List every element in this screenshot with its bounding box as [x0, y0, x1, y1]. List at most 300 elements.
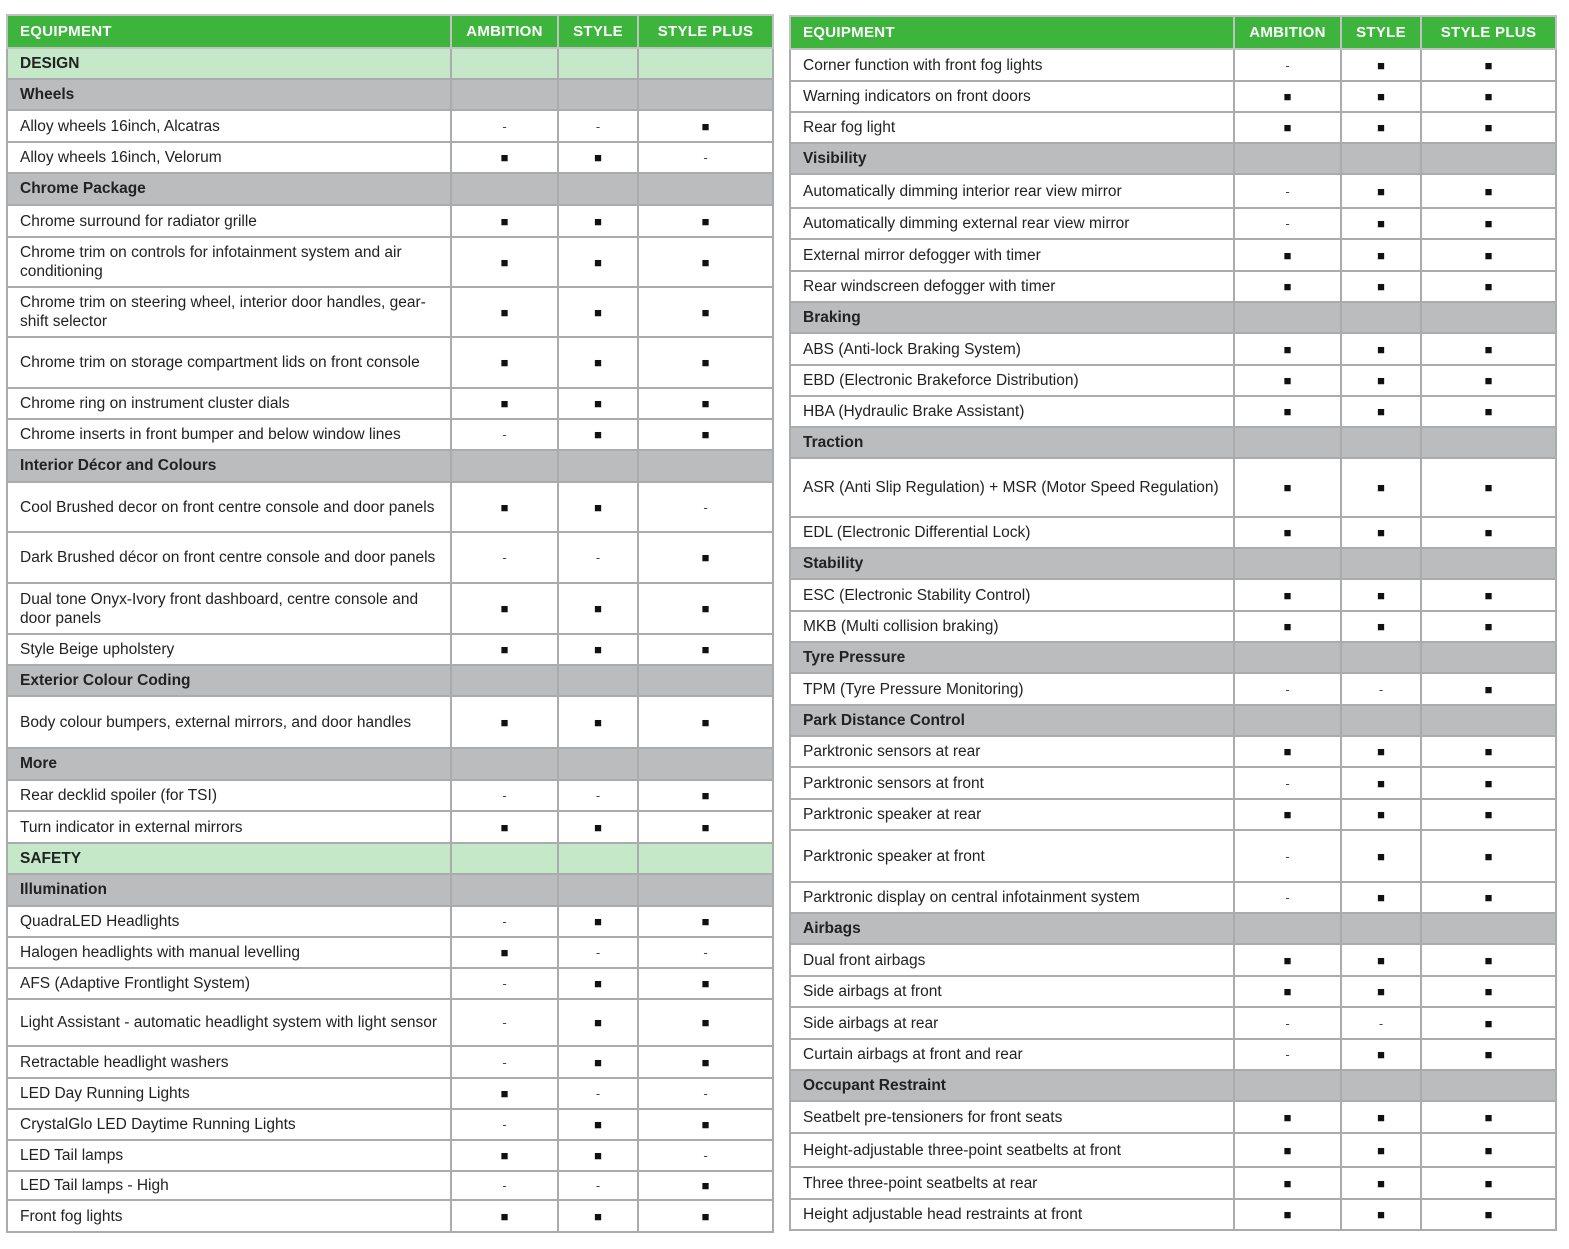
empty-cell [451, 874, 558, 906]
feature-label: Warning indicators on front doors [790, 81, 1234, 112]
feature-label: Automatically dimming external rear view mirror [790, 208, 1234, 239]
feature-label: QuadraLED Headlights [7, 906, 451, 937]
ambition-availability [1234, 1133, 1341, 1167]
ambition-column-header: AMBITION [451, 15, 558, 48]
standard-mark: ■ [1283, 525, 1292, 540]
not-available-mark: - [595, 788, 601, 803]
standard-mark: ■ [1377, 480, 1385, 495]
not-available-mark: - [502, 118, 507, 134]
standard-mark: ■ [1377, 587, 1385, 603]
feature-label: External mirror defogger with timer [790, 239, 1234, 271]
empty-cell [638, 665, 773, 696]
group-row [790, 427, 1556, 458]
empty-cell [1234, 548, 1341, 579]
style-plus-availability [1421, 1039, 1556, 1070]
empty-cell [1234, 143, 1341, 174]
group-title: Park Distance Control [790, 705, 1234, 736]
standard-mark: ■ [1484, 89, 1493, 104]
feature-row [790, 944, 1556, 976]
style-availability [1341, 1133, 1421, 1167]
ambition-availability [1234, 49, 1341, 81]
style-plus-availability [1421, 673, 1556, 705]
standard-mark: ■ [701, 254, 710, 270]
feature-label: Parktronic speaker at rear [790, 799, 1234, 830]
standard-mark: ■ [701, 118, 710, 134]
feature-label: Parktronic sensors at front [790, 767, 1234, 799]
ambition-availability [451, 1078, 558, 1109]
standard-mark: ■ [1484, 619, 1493, 634]
style-availability [1341, 976, 1421, 1007]
standard-mark: ■ [1484, 1175, 1493, 1191]
standard-mark: ■ [701, 642, 710, 657]
style-plus-availability [638, 968, 773, 999]
group-row [790, 913, 1556, 944]
standard-mark: ■ [500, 254, 509, 270]
feature-label: Curtain airbags at front and rear [790, 1039, 1234, 1070]
feature-label: Style Beige upholstery [7, 634, 451, 665]
style-plus-column-header: STYLE PLUS [638, 15, 773, 48]
feature-row [7, 388, 773, 419]
feature-row [7, 532, 773, 583]
style-plus-availability [638, 237, 773, 287]
feature-label: Dual front airbags [790, 944, 1234, 976]
standard-mark: ■ [500, 213, 509, 229]
style-availability [558, 1200, 638, 1232]
group-title: Stability [790, 548, 1234, 579]
not-available-mark: - [595, 1178, 601, 1193]
empty-cell [451, 665, 558, 696]
standard-mark: ■ [594, 150, 602, 165]
style-plus-availability [1421, 239, 1556, 271]
ambition-availability [451, 532, 558, 583]
style-availability [1341, 239, 1421, 271]
group-row [790, 1070, 1556, 1101]
feature-label: MKB (Multi collision braking) [790, 611, 1234, 642]
empty-cell [1341, 705, 1421, 736]
empty-cell [558, 48, 638, 79]
feature-label: Alloy wheels 16inch, Alcatras [7, 110, 451, 142]
standard-mark: ■ [1377, 525, 1385, 540]
not-available-mark: - [1285, 890, 1290, 905]
ambition-availability [1234, 1007, 1341, 1039]
ambition-availability [451, 968, 558, 999]
standard-mark: ■ [1484, 984, 1493, 999]
style-plus-availability [1421, 333, 1556, 365]
standard-mark: ■ [701, 1015, 710, 1030]
standard-mark: ■ [1283, 1109, 1292, 1125]
feature-row [790, 767, 1556, 799]
empty-cell [1421, 705, 1556, 736]
standard-mark: ■ [500, 304, 509, 320]
not-available-mark: - [1285, 848, 1290, 864]
standard-mark: ■ [1484, 341, 1493, 357]
style-availability [1341, 396, 1421, 427]
standard-mark: ■ [1283, 247, 1292, 263]
not-available-mark: - [703, 1148, 708, 1163]
feature-row [7, 999, 773, 1046]
standard-mark: ■ [594, 1148, 602, 1163]
standard-mark: ■ [500, 1208, 509, 1224]
style-availability [558, 811, 638, 843]
not-available-mark: - [1285, 1047, 1290, 1062]
not-available-mark: - [1285, 1015, 1290, 1031]
style-plus-availability [1421, 767, 1556, 799]
empty-cell [1421, 642, 1556, 673]
feature-row [7, 968, 773, 999]
equipment-table-right [789, 15, 1557, 1231]
not-available-mark: - [1285, 216, 1290, 231]
ambition-availability [1234, 239, 1341, 271]
style-column-header: STYLE [558, 15, 638, 48]
style-plus-availability [1421, 208, 1556, 239]
group-title: Illumination [7, 874, 451, 906]
standard-mark: ■ [1484, 1142, 1493, 1158]
empty-cell [638, 48, 773, 79]
standard-mark: ■ [1484, 952, 1493, 968]
feature-label: LED Tail lamps [7, 1140, 451, 1171]
standard-mark: ■ [1377, 775, 1385, 791]
style-plus-availability [638, 999, 773, 1046]
group-row [790, 642, 1556, 673]
empty-cell [558, 173, 638, 205]
feature-row [7, 237, 773, 287]
ambition-availability [1234, 1039, 1341, 1070]
style-availability [1341, 673, 1421, 705]
standard-mark: ■ [1377, 1142, 1385, 1158]
style-availability [558, 237, 638, 287]
not-available-mark: - [502, 1015, 507, 1030]
feature-row [7, 419, 773, 450]
standard-mark: ■ [1377, 890, 1385, 905]
ambition-availability [1234, 208, 1341, 239]
style-availability [558, 1140, 638, 1171]
style-plus-availability [638, 482, 773, 532]
ambition-availability [1234, 799, 1341, 830]
ambition-availability [1234, 1167, 1341, 1199]
standard-mark: ■ [594, 396, 602, 411]
style-plus-availability [638, 1171, 773, 1200]
standard-mark: ■ [1484, 744, 1493, 759]
feature-row [7, 1109, 773, 1140]
group-title: Occupant Restraint [790, 1070, 1234, 1101]
style-availability [1341, 1007, 1421, 1039]
ambition-availability [451, 237, 558, 287]
empty-cell [558, 874, 638, 906]
style-plus-availability [1421, 517, 1556, 548]
feature-row [790, 830, 1556, 882]
style-availability [558, 696, 638, 748]
style-availability [558, 583, 638, 634]
not-available-mark: - [703, 945, 708, 960]
feature-label: Parktronic sensors at rear [790, 736, 1234, 767]
feature-row [790, 1133, 1556, 1167]
feature-label: ESC (Electronic Stability Control) [790, 579, 1234, 611]
feature-row [790, 1007, 1556, 1039]
style-plus-availability [638, 937, 773, 968]
standard-mark: ■ [594, 213, 602, 229]
style-availability [558, 482, 638, 532]
standard-mark: ■ [1377, 1207, 1385, 1222]
style-plus-availability [638, 532, 773, 583]
style-availability [558, 337, 638, 388]
empty-cell [1341, 427, 1421, 458]
standard-mark: ■ [500, 1086, 509, 1101]
standard-mark: ■ [500, 355, 509, 370]
style-plus-availability [1421, 112, 1556, 143]
standard-mark: ■ [1377, 1047, 1385, 1062]
feature-label: Turn indicator in external mirrors [7, 811, 451, 843]
group-title: Exterior Colour Coding [7, 665, 451, 696]
standard-mark: ■ [594, 1117, 602, 1132]
style-availability [558, 1046, 638, 1078]
standard-mark: ■ [1283, 619, 1292, 634]
style-availability [1341, 799, 1421, 830]
ambition-availability [451, 780, 558, 811]
style-plus-availability [1421, 1007, 1556, 1039]
style-plus-availability [638, 337, 773, 388]
empty-cell [1341, 548, 1421, 579]
not-available-mark: - [502, 427, 507, 442]
standard-mark: ■ [701, 788, 710, 803]
feature-row [7, 482, 773, 532]
feature-label: Corner function with front fog lights [790, 49, 1234, 81]
standard-mark: ■ [500, 642, 509, 657]
ambition-availability [1234, 611, 1341, 642]
feature-row [790, 365, 1556, 396]
standard-mark: ■ [701, 819, 710, 835]
ambition-availability [451, 388, 558, 419]
style-plus-availability [638, 388, 773, 419]
not-available-mark: - [1285, 681, 1290, 697]
standard-mark: ■ [701, 427, 710, 442]
ambition-availability [451, 110, 558, 142]
not-available-mark: - [1285, 57, 1290, 73]
empty-cell [638, 79, 773, 110]
empty-cell [638, 450, 773, 482]
group-row [790, 705, 1556, 736]
feature-row [7, 142, 773, 173]
feature-row [7, 1171, 773, 1200]
standard-mark: ■ [701, 714, 710, 730]
standard-mark: ■ [1484, 120, 1493, 135]
standard-mark: ■ [1283, 587, 1292, 603]
group-row [7, 665, 773, 696]
section-row [7, 843, 773, 874]
standard-mark: ■ [500, 1148, 509, 1163]
feature-row [790, 976, 1556, 1007]
not-available-mark: - [595, 550, 601, 565]
ambition-availability [1234, 458, 1341, 517]
group-title: Braking [790, 302, 1234, 333]
feature-row [790, 517, 1556, 548]
feature-label: Dual tone Onyx-Ivory front dashboard, centre console and door panels [7, 583, 451, 634]
header-row [7, 15, 773, 48]
style-plus-availability [638, 1078, 773, 1109]
style-availability [1341, 1199, 1421, 1230]
empty-cell [1341, 143, 1421, 174]
style-plus-availability [638, 1046, 773, 1078]
standard-mark: ■ [1377, 848, 1385, 864]
style-availability [558, 287, 638, 337]
style-availability [558, 1171, 638, 1200]
group-title: Wheels [7, 79, 451, 110]
standard-mark: ■ [1484, 404, 1493, 419]
standard-mark: ■ [1484, 373, 1493, 388]
style-availability [1341, 830, 1421, 882]
style-plus-availability [638, 1200, 773, 1232]
standard-mark: ■ [1283, 341, 1292, 357]
feature-row [790, 1167, 1556, 1199]
standard-mark: ■ [1283, 480, 1292, 495]
feature-label: Height adjustable head restraints at front [790, 1199, 1234, 1230]
empty-cell [558, 748, 638, 780]
style-plus-availability [1421, 1133, 1556, 1167]
standard-mark: ■ [701, 304, 710, 320]
standard-mark: ■ [1484, 681, 1493, 697]
standard-mark: ■ [594, 914, 602, 929]
standard-mark: ■ [594, 642, 602, 657]
style-plus-availability [638, 110, 773, 142]
group-title: Airbags [790, 913, 1234, 944]
feature-label: Chrome inserts in front bumper and below window lines [7, 419, 451, 450]
standard-mark: ■ [701, 396, 710, 411]
feature-row [7, 696, 773, 748]
ambition-availability [451, 205, 558, 237]
standard-mark: ■ [594, 601, 602, 616]
not-available-mark: - [502, 1117, 507, 1132]
style-plus-availability [638, 287, 773, 337]
empty-cell [638, 874, 773, 906]
empty-cell [1234, 913, 1341, 944]
ambition-availability [1234, 944, 1341, 976]
standard-mark: ■ [594, 819, 602, 835]
ambition-availability [1234, 767, 1341, 799]
style-plus-availability [1421, 174, 1556, 208]
standard-mark: ■ [1377, 1175, 1385, 1191]
style-availability [1341, 517, 1421, 548]
feature-row [790, 736, 1556, 767]
feature-label: CrystalGlo LED Daytime Running Lights [7, 1109, 451, 1140]
group-title: Chrome Package [7, 173, 451, 205]
feature-label: Chrome surround for radiator grille [7, 205, 451, 237]
standard-mark: ■ [701, 550, 710, 565]
standard-mark: ■ [1283, 984, 1292, 999]
standard-mark: ■ [594, 427, 602, 442]
empty-cell [1341, 1070, 1421, 1101]
ambition-availability [1234, 976, 1341, 1007]
standard-mark: ■ [500, 601, 509, 616]
standard-mark: ■ [500, 819, 509, 835]
ambition-availability [451, 583, 558, 634]
style-plus-availability [1421, 1167, 1556, 1199]
group-title: Interior Décor and Colours [7, 450, 451, 482]
standard-mark: ■ [1283, 373, 1292, 388]
style-plus-availability [638, 205, 773, 237]
standard-mark: ■ [1377, 120, 1385, 135]
empty-cell [558, 79, 638, 110]
standard-mark: ■ [1377, 404, 1385, 419]
feature-row [790, 1199, 1556, 1230]
style-plus-availability [638, 1109, 773, 1140]
style-availability [558, 205, 638, 237]
standard-mark: ■ [701, 601, 710, 616]
style-availability [558, 1078, 638, 1109]
style-plus-availability [638, 583, 773, 634]
standard-mark: ■ [701, 1117, 710, 1132]
empty-cell [1234, 705, 1341, 736]
style-availability [558, 937, 638, 968]
standard-mark: ■ [594, 1208, 602, 1224]
standard-mark: ■ [1377, 807, 1385, 822]
group-row [7, 173, 773, 205]
ambition-availability [1234, 333, 1341, 365]
feature-label: EDL (Electronic Differential Lock) [790, 517, 1234, 548]
ambition-availability [1234, 1101, 1341, 1133]
feature-label: Side airbags at front [790, 976, 1234, 1007]
ambition-availability [451, 696, 558, 748]
standard-mark: ■ [1283, 807, 1292, 822]
feature-row [790, 882, 1556, 913]
standard-mark: ■ [1283, 1175, 1292, 1191]
group-title: Traction [790, 427, 1234, 458]
style-plus-availability [1421, 944, 1556, 976]
empty-cell [1234, 642, 1341, 673]
standard-mark: ■ [1484, 890, 1493, 905]
empty-cell [1421, 913, 1556, 944]
empty-cell [1421, 302, 1556, 333]
ambition-availability [451, 1171, 558, 1200]
table-body-right [790, 16, 1556, 1230]
empty-cell [451, 79, 558, 110]
feature-row [7, 1046, 773, 1078]
style-plus-column-header: STYLE PLUS [1421, 16, 1556, 49]
standard-mark: ■ [1377, 744, 1385, 759]
standard-mark: ■ [1484, 848, 1493, 864]
style-plus-availability [1421, 1199, 1556, 1230]
not-available-mark: - [703, 150, 708, 165]
not-available-mark: - [1378, 1015, 1384, 1031]
section-title: DESIGN [7, 48, 451, 79]
empty-cell [451, 843, 558, 874]
style-availability [1341, 736, 1421, 767]
empty-cell [1341, 302, 1421, 333]
standard-mark: ■ [1377, 89, 1385, 104]
style-plus-availability [638, 1140, 773, 1171]
feature-row [7, 1200, 773, 1232]
feature-label: Chrome trim on controls for infotainment system and air conditioning [7, 237, 451, 287]
feature-row [7, 780, 773, 811]
feature-label: AFS (Adaptive Frontlight System) [7, 968, 451, 999]
ambition-availability [451, 1200, 558, 1232]
standard-mark: ■ [594, 254, 602, 270]
style-availability [558, 906, 638, 937]
standard-mark: ■ [594, 714, 602, 730]
standard-mark: ■ [500, 945, 509, 960]
not-available-mark: - [502, 1178, 507, 1193]
empty-cell [1341, 913, 1421, 944]
feature-row [790, 673, 1556, 705]
style-plus-availability [1421, 1101, 1556, 1133]
feature-label: LED Tail lamps - High [7, 1171, 451, 1200]
style-plus-availability [1421, 799, 1556, 830]
feature-row [790, 799, 1556, 830]
feature-label: Chrome ring on instrument cluster dials [7, 388, 451, 419]
style-plus-availability [1421, 736, 1556, 767]
empty-cell [451, 48, 558, 79]
group-row [790, 143, 1556, 174]
feature-label: Dark Brushed décor on front centre console and door panels [7, 532, 451, 583]
standard-mark: ■ [1283, 404, 1292, 419]
